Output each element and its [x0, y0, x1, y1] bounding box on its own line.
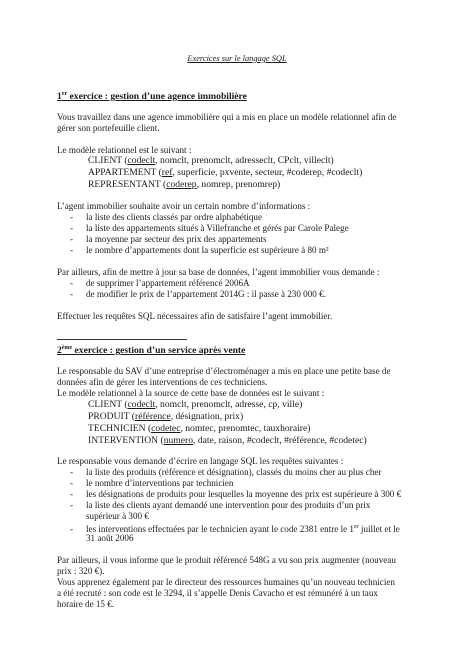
ex2-request-item: - la liste des clients ayant demandé une intervention pour des produits d’un prix — [70, 500, 371, 510]
ex2-info-line-2: prix : 320 €). — [57, 566, 105, 576]
ex1-model-intro: Le modèle relationnel est le suivant : — [57, 145, 192, 155]
exercise-1-heading: 1er exercice : gestion d’une agence immobilière — [57, 91, 247, 103]
ex2-intro-line-3: Le modèle relationnel à la source de cette base de données est le suivant : — [57, 388, 325, 398]
ex2-intro-line-2: données afin de gérer les interventions de ces techniciens. — [57, 377, 268, 387]
ex2-request-item: - la liste des produits (référence et désignation), classés du moins cher au plus cher — [70, 467, 382, 477]
ex1-update-item: - de supprimer l’appartement référencé 2006A — [70, 278, 250, 288]
ex2-request-item-continued: 31 août 2006 — [86, 533, 134, 543]
exercise-2-heading: 2ème exercice : gestion d’un service après vente — [57, 345, 246, 357]
ex1-relation-representant: REPRESENTANT (coderep, nomrep, prenomrep) — [88, 179, 281, 190]
ex2-info-line-1: Par ailleurs, il vous informe que le produit référencé 548G a vu son prix augmenter (nouveau — [57, 555, 396, 565]
ex2-request-item: - le nombre d’interventions par technicien — [70, 478, 234, 488]
ex2-info-line-4: a été recruté : son code est le 3294, il s’appelle Denis Cavacho et est rémunéré à un taux — [57, 588, 378, 598]
ex2-request-intro: Le responsable vous demande d’écrire en langage SQL les requêtes suivantes : — [57, 456, 344, 466]
ex2-info-line-5: horaire de 15 €. — [57, 599, 115, 609]
ex2-relation-produit: PRODUIT (référence, désignation, prix) — [88, 411, 244, 422]
ex1-update-intro: Par ailleurs, afin de mettre à jour sa base de données, l’agent immobilier vous demande : — [57, 267, 380, 277]
ex2-relation-intervention: INTERVENTION (numero, date, raison, #codeclt, #référence, #codetec) — [88, 435, 367, 446]
ex2-relation-client: CLIENT (codeclt, nomclt, prenomclt, adresse, cp, ville) — [88, 399, 303, 410]
ex2-intro-line-1: Le responsable du SAV d’une entreprise d’électroménager a mis en place une petite base de — [57, 366, 391, 376]
ex2-info-line-3: Vous apprenez également par le directeur des ressources humaines qu’un nouveau technicien — [57, 577, 395, 587]
section-divider — [57, 339, 187, 340]
ex2-relation-technicien: TECHNICIEN (codetec, nomtec, prenomtec, tauxhoraire) — [88, 423, 311, 434]
ex2-request-item-continued: supérieur à 300 € — [86, 511, 149, 521]
ex1-closing: Effectuer les requêtes SQL nécessaires afin de satisfaire l’agent immobilier. — [57, 311, 333, 321]
ex1-intro-line-1: Vous travaillez dans une agence immobilière qui a mis en place un modèle relationnel afin de — [57, 112, 397, 122]
ex2-request-item: - les désignations de produits pour lesquelles la moyenne des prix est supérieure à 300 € — [70, 489, 402, 499]
ex1-update-item: - de modifier le prix de l’appartement 2014G : il passe à 230 000 €. — [70, 289, 326, 299]
ex1-info-item: - la liste des clients classés par ordre alphabétique — [70, 212, 263, 222]
ex1-relation-appartement: APPARTEMENT (ref, superficie, pxvente, secteur, #coderep, #codeclt) — [88, 167, 363, 178]
ex2-request-item: - les interventions effectuées par le technicien ayant le code 2381 entre le 1er juillet et le — [70, 524, 400, 535]
document-title: Exercices sur le langage SQL — [187, 54, 287, 63]
ex1-info-item: - le nombre d’appartements dont la superficie est supérieure à 80 m² — [70, 245, 329, 255]
ex1-intro-line-2: gérer son portefeuille client. — [57, 123, 160, 133]
ex1-relation-client: CLIENT (codeclt, nomclt, prenomclt, adresseclt, CPclt, villeclt) — [88, 155, 334, 166]
ex1-info-item: - la liste des appartements situés à Villefranche et gérés par Carole Palege — [70, 223, 349, 233]
ex1-info-item: - la moyenne par secteur des prix des appartements — [70, 234, 267, 244]
ex1-info-intro: L’agent immobilier souhaite avoir un certain nombre d’informations : — [57, 201, 311, 211]
